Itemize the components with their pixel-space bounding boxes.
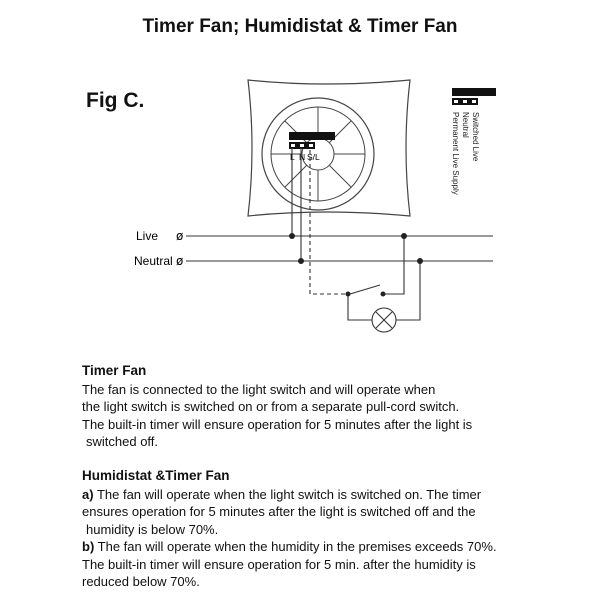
figure-label: Fig C.	[86, 89, 145, 112]
text-line: reduced below 70%.	[82, 574, 200, 589]
humidistat-item-b	[82, 538, 552, 591]
terminal-label-sl: S/L	[307, 152, 320, 162]
timer-fan-section	[82, 362, 552, 451]
terminal-label-l: L	[290, 152, 295, 162]
text-line: The built-in timer will ensure operation for 5 minutes after the light is	[82, 416, 473, 432]
legend-terminal-block	[452, 88, 496, 105]
text-line: humidity is below 70%.	[86, 521, 219, 537]
text-line: The built-in timer will ensure operation for 5 min. after the humidity is	[82, 556, 476, 572]
live-phase-symbol: ø	[176, 229, 184, 243]
neutral-label: Neutral	[134, 254, 173, 268]
text-line: The fan will operate when the light switch is switched on. The timer	[96, 486, 482, 502]
junction-dots	[289, 233, 423, 297]
lamp-wire-left	[348, 294, 372, 320]
text-line: switched off.	[86, 434, 159, 449]
item-b-marker: b)	[82, 539, 95, 554]
switch-blade	[350, 285, 380, 294]
terminal-label-n: N	[299, 152, 306, 162]
item-a-marker: a)	[82, 486, 94, 502]
live-label: Live	[136, 229, 159, 243]
legend-neutral: Neutral	[461, 112, 470, 138]
fan-housing	[248, 80, 410, 216]
humidistat-fan-section	[82, 467, 552, 591]
text-line: The fan will operate when the humidity in the premises exceeds 70%.	[97, 539, 497, 554]
humidistat-item-a	[82, 486, 552, 539]
page-title: Timer Fan; Humidistat & Timer Fan	[142, 16, 458, 37]
timer-fan-heading: Timer Fan	[82, 363, 147, 378]
legend-switched-live: Switched Live	[471, 112, 480, 162]
switch-feed-wire	[383, 236, 404, 294]
timer-fan-text	[82, 381, 552, 451]
text-line: the light switch is switched on or from a separate pull-cord switch.	[82, 399, 460, 414]
humidistat-fan-heading: Humidistat &Timer Fan	[82, 468, 230, 483]
lamp-symbol	[372, 308, 396, 332]
lamp-wire-right	[396, 261, 420, 320]
legend-permanent-live: Permanent Live Supply	[451, 112, 460, 195]
text-line: ensures operation for 5 minutes after the light is switched off and the	[82, 504, 476, 519]
text-line: The fan is connected to the light switch and will operate when	[82, 381, 436, 397]
neutral-phase-symbol: ø	[176, 254, 184, 268]
